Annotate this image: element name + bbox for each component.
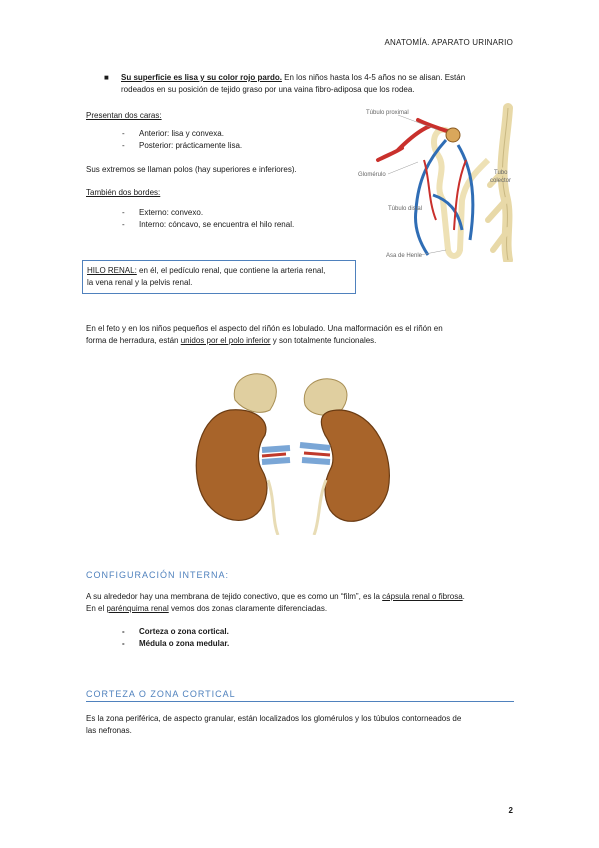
capsula-text: cápsula renal o fibrosa	[382, 592, 463, 601]
parenquima-text: parénquima renal	[106, 604, 169, 613]
list-item: - Anterior: lisa y convexa.	[122, 129, 224, 138]
polos-text: Sus extremos se llaman polos (hay superiores e inferiores).	[86, 165, 297, 174]
heading-rule	[86, 701, 514, 702]
nephron-illustration	[358, 100, 520, 262]
caras-list	[122, 128, 243, 152]
hilo-renal-box	[82, 260, 356, 294]
label-colector: colector	[490, 178, 512, 184]
label-tubulo-distal: Túbulo distal	[388, 206, 423, 212]
intro-text-line2: rodeados en su posición de tejido graso por una vaina fibro-adiposa que los rodea.	[121, 85, 415, 94]
hilo-text-line2: la vena renal y la pelvis renal.	[87, 278, 193, 287]
caras-heading: Presentan dos caras:	[86, 111, 162, 120]
intro-text: En los niños hasta los 4-5 años no se alisan. Están	[281, 73, 466, 82]
bordes-heading: También dos bordes:	[86, 188, 161, 197]
list-item: - Médula o zona medular.	[122, 639, 230, 648]
intro-bold-text: Su superficie es lisa y su color rojo pardo.	[121, 73, 282, 82]
list-item: - Interno: cóncavo, se encuentra el hilo renal.	[122, 220, 295, 229]
kidneys-illustration	[190, 370, 408, 535]
ureter-left	[268, 480, 278, 535]
label-asa-henle: Asa de Henle	[386, 253, 423, 259]
hilo-text: en él, el pedículo renal, que contiene la arteria renal,	[136, 266, 326, 275]
config-interna-paragraph: A su alrededor hay una membrana de tejido conectivo, que es como un “film”, es la cápsula renal o fibrosa. En el parénquima renal vemos dos zonas claramente diferenciadas.	[86, 592, 465, 613]
label-tubo: Tubo	[494, 170, 508, 176]
kidney-right	[321, 410, 389, 521]
config-interna-list	[122, 626, 230, 650]
page-number: 2	[508, 806, 513, 815]
renal-artery-right	[304, 453, 330, 455]
bullet-icon: ■	[104, 73, 109, 82]
feto-line1: En el feto y en los niños pequeños el aspecto del riñón es lobulado. Una malformación es el riñón en	[86, 324, 443, 333]
list-item: - Posterior: prácticamente lisa.	[122, 141, 243, 150]
corteza-heading: CORTEZA O ZONA CORTICAL	[86, 689, 236, 699]
intro-paragraph	[104, 72, 515, 96]
ureter-right	[314, 480, 326, 535]
glomerulus	[446, 128, 460, 142]
adrenal-left	[234, 374, 276, 413]
bordes-list	[122, 207, 295, 231]
label-tubulo-proximal: Túbulo proximal	[366, 110, 409, 116]
feto-paragraph: En el feto y en los niños pequeños el aspecto del riñón es lobulado. Una malformación es el riñón en forma de herradura, están unidos por el polo inferior y son totalmente funcionales.	[86, 323, 516, 347]
hilo-label: HILO RENAL:	[87, 266, 137, 275]
corteza-paragraph: Es la zona periférica, de aspecto granular, están localizados los glomérulos y los túbulos contorneados de las nefronas.	[86, 714, 462, 735]
renal-artery-left	[262, 454, 286, 456]
feto-underlined: unidos por el polo inferior	[180, 336, 271, 345]
config-interna-heading: CONFIGURACIÓN INTERNA:	[86, 570, 230, 580]
kidney-left	[196, 410, 267, 521]
list-item: - Corteza o zona cortical.	[122, 627, 229, 636]
label-glomerulo: Glomérulo	[358, 172, 386, 178]
page-header: ANATOMÍA. APARATO URINARIO	[384, 38, 513, 47]
list-item: - Externo: convexo.	[122, 208, 204, 217]
